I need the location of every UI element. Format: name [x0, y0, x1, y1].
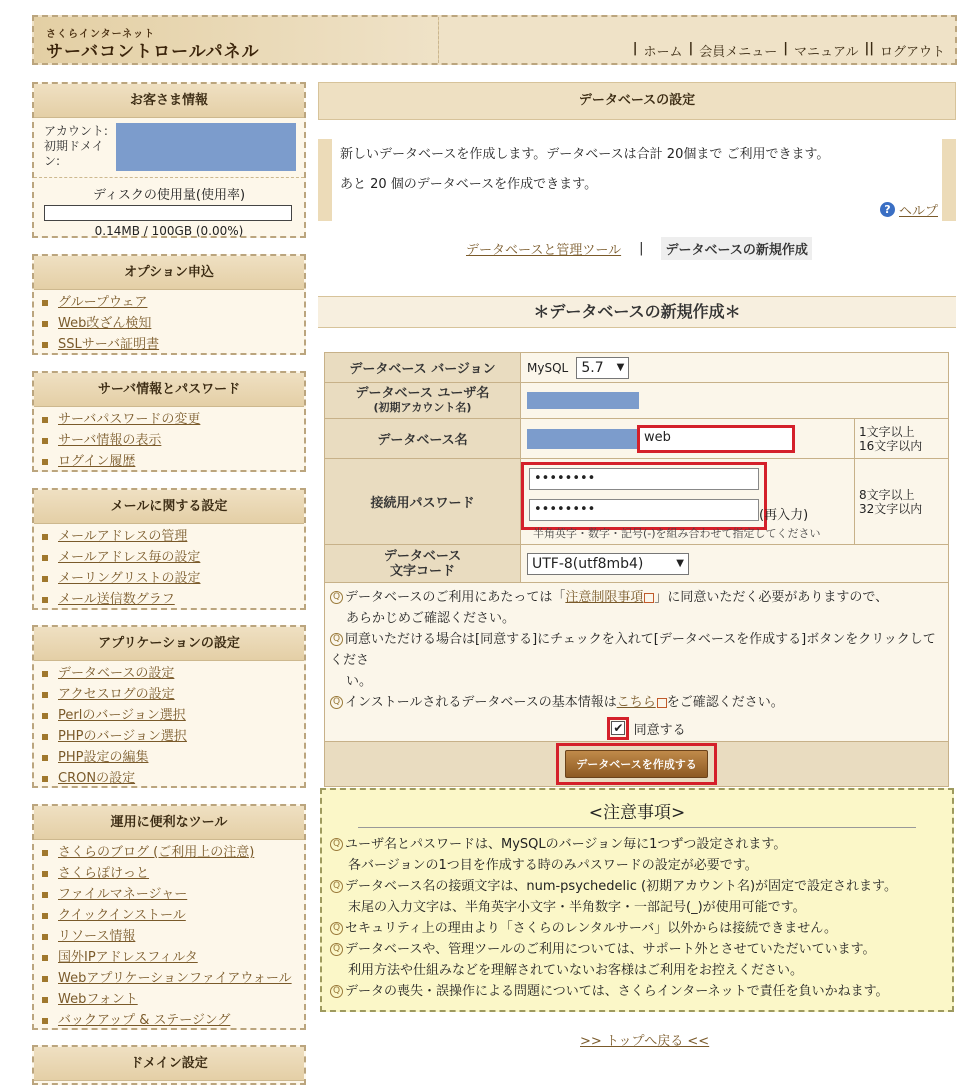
agreement-line-2b: い。: [346, 674, 373, 689]
sidebar-item[interactable]: [42, 526, 304, 547]
charset-label-2: 文字コード: [389, 563, 455, 579]
sidebar-item-link[interactable]: クイックインストール: [58, 908, 186, 923]
help-label[interactable]: ヘルプ: [898, 204, 938, 219]
question-icon: Q: [330, 838, 343, 851]
nav-home-link[interactable]: ホーム: [643, 45, 683, 60]
bullet-icon: [42, 997, 48, 1003]
sidebar-item-link[interactable]: PHPのバージョン選択: [58, 729, 187, 744]
create-database-button[interactable]: データベースを作成する: [565, 750, 707, 778]
sidebar-item[interactable]: [42, 947, 304, 968]
subnav-db-tools-link[interactable]: データベースと管理ツール: [466, 243, 622, 258]
notes-line: 末尾の入力文字は、半角英字小文字・半角数字・一部記号(_)が使用可能です。: [348, 900, 806, 915]
notes-line: [322, 981, 952, 1002]
sidebar-item[interactable]: [42, 905, 304, 926]
notes-line: 利用方法や仕組みなどを理解されていないお客様はご利用をお控えください。: [348, 963, 804, 978]
username-redacted: [527, 392, 639, 409]
password-confirm-input[interactable]: ••••••••: [529, 499, 759, 521]
sidebar-item-link[interactable]: ログイン履歴: [58, 454, 136, 469]
user-label: データベース ユーザ名: [355, 385, 490, 401]
disk-usage-text: 0.14MB / 100GB (0.00%): [94, 224, 244, 238]
password-input[interactable]: ••••••••: [529, 468, 759, 490]
charset-label-1: データベース: [383, 548, 462, 564]
sidebar-item-link[interactable]: メール送信数グラフ: [58, 592, 175, 607]
account-info: [34, 118, 304, 178]
sidebar-item-link[interactable]: Perlのバージョン選択: [58, 708, 186, 723]
notes-line: [322, 918, 952, 939]
agreement-text: 同意いただける場合は[同意する]にチェックを入れて[データベースを作成する]ボタンをクリックしてくださ: [330, 632, 936, 668]
question-icon: Q: [330, 985, 343, 998]
bullet-icon: [42, 534, 48, 540]
sidebar-item-link[interactable]: サーバ情報の表示: [58, 433, 162, 448]
sidebar-section-title: 運用に便利なツール: [34, 806, 304, 840]
bullet-icon: [42, 913, 48, 919]
bullet-icon: [42, 734, 48, 740]
agreement-text: 」に同意いただく必要がありますので、: [654, 590, 889, 605]
bullet-icon: [42, 1018, 48, 1024]
bullet-icon: [42, 459, 48, 465]
sidebar-item-link[interactable]: Webフォント: [58, 992, 138, 1007]
sidebar-section-title: メールに関する設定: [34, 490, 304, 524]
bullet-icon: [42, 321, 48, 327]
sidebar-section-server: [32, 371, 306, 472]
agreement-cell: [325, 583, 949, 742]
sidebar-item[interactable]: [42, 568, 304, 589]
bullet-icon: [42, 955, 48, 961]
sidebar-item[interactable]: [42, 589, 304, 610]
sidebar-item[interactable]: [42, 1010, 304, 1031]
user-sublabel: (初期アカウント名): [373, 400, 472, 414]
sidebar-section-options: [32, 254, 306, 355]
db-name-input[interactable]: web: [640, 428, 792, 450]
bullet-icon: [42, 671, 48, 677]
sidebar-item[interactable]: [42, 705, 304, 726]
version-cell: [521, 353, 949, 383]
sidebar-item[interactable]: [42, 863, 304, 884]
notes-text: データの喪失・誤操作による問題については、さくらインターネットで責任を負いかねます。: [345, 984, 889, 999]
restrictions-link[interactable]: 注意制限事項: [565, 590, 644, 605]
agree-label[interactable]: 同意する: [633, 723, 686, 738]
sidebar-item-link[interactable]: CRONの設定: [58, 771, 136, 786]
submit-highlight: [556, 743, 716, 785]
agreement-line-2: [326, 629, 947, 671]
notes-line: [322, 939, 952, 960]
agreement-line-3: [326, 692, 947, 713]
bullet-icon: [42, 755, 48, 761]
account-redacted: [116, 123, 296, 171]
logo-title: サーバコントロールパネル: [46, 42, 260, 62]
sidebar-section-title: ドメイン設定: [34, 1047, 304, 1081]
db-name-prefix-redacted: [527, 429, 637, 449]
password-cell: [521, 459, 855, 545]
sidebar-item[interactable]: [42, 884, 304, 905]
sidebar-item[interactable]: [42, 430, 304, 451]
bullet-icon: [42, 597, 48, 603]
subnav-new-db-active: データベースの新規作成: [661, 237, 811, 260]
bullet-icon: [42, 871, 48, 877]
sidebar-section-title: サーバ情報とパスワード: [34, 373, 304, 407]
intro-panel: [318, 139, 956, 221]
agree-row: [326, 717, 947, 740]
notes-text: データベース名の接頭文字は、num-psychedelic (初期アカウント名)が固定で設定されます。: [345, 879, 898, 894]
sidebar-item[interactable]: [42, 313, 304, 334]
external-link-icon: [644, 593, 654, 603]
charset-value: UTF-8(utf8mb4): [532, 555, 644, 572]
db-name-note-1: 1文字以上: [859, 424, 915, 439]
question-icon: Q: [330, 943, 343, 956]
bullet-icon: [42, 892, 48, 898]
agreement-text: をご確認ください。: [666, 695, 784, 710]
bullet-icon: [42, 300, 48, 306]
sidebar-item[interactable]: [42, 747, 304, 768]
sidebar-section-domain: [32, 1045, 306, 1085]
sidebar-item-link[interactable]: さくらぽけっと: [58, 866, 150, 881]
bullet-icon: [42, 417, 48, 423]
sidebar-section-application: [32, 625, 306, 788]
agreement-text: インストールされるデータベースの基本情報は: [345, 695, 617, 710]
sidebar-item[interactable]: [42, 684, 304, 705]
sidebar-section-title: アプリケーションの設定: [34, 627, 304, 661]
notes-text: セキュリティ上の理由より「さくらのレンタルサーバ」以外からは接続できません。: [345, 921, 837, 936]
logo[interactable]: [34, 17, 439, 63]
sidebar-item[interactable]: [42, 663, 304, 684]
password-note: [855, 459, 949, 545]
notes-text: データベースや、管理ツールのご利用については、サポート外とさせていただいています。: [345, 942, 876, 957]
question-icon: Q: [330, 591, 343, 604]
help-icon: ?: [880, 202, 895, 217]
sidebar-item[interactable]: [42, 842, 304, 863]
sidebar-item-link[interactable]: メーリングリストの設定: [58, 571, 201, 586]
version-value: 5.7: [581, 359, 604, 376]
version-prefix: MySQL: [527, 360, 569, 375]
bullet-icon: [42, 555, 48, 561]
nav-manual-link[interactable]: マニュアル: [794, 45, 859, 60]
sidebar-item[interactable]: [42, 768, 304, 789]
disk-usage-bar: [44, 205, 292, 221]
section-title: ＊データベースの新規作成＊: [318, 296, 956, 328]
agreement-text: データベースのご利用にあたっては「: [345, 590, 566, 605]
agreement-line-1: [326, 587, 947, 608]
sidebar-item[interactable]: [42, 547, 304, 568]
logo-small-text: さくらインターネット: [46, 29, 156, 40]
db-info-link[interactable]: こちら: [616, 695, 656, 710]
intro-text-1: 新しいデータベースを作成します。データベースは合計 20個まで ご利用できます。: [340, 147, 830, 162]
sidebar-item-link[interactable]: グループウェア: [58, 295, 148, 310]
sidebar-item[interactable]: [42, 292, 304, 313]
help-link[interactable]: [880, 200, 938, 219]
question-icon: Q: [330, 633, 343, 646]
sidebar-item[interactable]: [42, 451, 304, 472]
sidebar-item[interactable]: [42, 989, 304, 1010]
sidebar-item-link[interactable]: Web改ざん検知: [58, 316, 152, 331]
customer-info-title: お客さま情報: [34, 84, 304, 118]
page-title: データベースの設定: [318, 82, 956, 120]
account-label: アカウント: 初期ドメイン:: [44, 124, 108, 168]
bullet-icon: [42, 713, 48, 719]
sidebar-section-title: オプション申込: [34, 256, 304, 290]
nav-separator: |: [632, 41, 638, 56]
password-hint: 半角英字・数字・記号(-)を組み合わせて指定してください: [533, 527, 821, 540]
charset-select[interactable]: [527, 553, 689, 575]
notes-divider: [358, 827, 916, 828]
agreement-line-1b: あらかじめご確認ください。: [346, 611, 516, 626]
nav-separator: |: [783, 41, 788, 56]
sidebar-item-link[interactable]: バックアップ & ステージング: [58, 1013, 231, 1028]
agree-checkbox[interactable]: ✔: [613, 721, 624, 735]
user-label-cell: [325, 383, 521, 419]
sidebar-item-link[interactable]: 国外IPアドレスフィルタ: [58, 950, 198, 965]
sidebar-item[interactable]: [42, 926, 304, 947]
notes-line: [322, 834, 952, 855]
sidebar-item-link[interactable]: PHP設定の編集: [58, 750, 149, 765]
password-label: 接続用パスワード: [325, 459, 521, 545]
sidebar-item[interactable]: [42, 334, 304, 355]
db-name-cell: [521, 419, 855, 459]
intro-text-2: あと 20 個のデータベースを作成できます。: [340, 177, 598, 192]
disk-usage-label: ディスクの使用量(使用率): [92, 188, 246, 203]
notes-line: 各バージョンの1つ目を作成する時のみパスワードの設定が必要です。: [348, 858, 758, 873]
subnav-separator: |: [639, 241, 644, 256]
charset-label-cell: [325, 545, 521, 583]
sidebar-item-link[interactable]: アクセスログの設定: [58, 687, 175, 702]
external-link-icon: [657, 698, 667, 708]
bullet-icon: [42, 850, 48, 856]
password-note-2: 32文字以内: [859, 501, 923, 516]
sidebar-item[interactable]: [42, 968, 304, 989]
nav-separator: |: [688, 41, 694, 56]
sidebar-item-link[interactable]: メールアドレス毎の設定: [58, 550, 201, 565]
sidebar-item-link[interactable]: メールアドレスの管理: [58, 529, 188, 544]
db-name-note: [855, 419, 949, 459]
db-name-label: データベース名: [325, 419, 521, 459]
user-cell: [521, 383, 949, 419]
sidebar-section-mail: [32, 488, 306, 610]
question-icon: Q: [330, 696, 343, 709]
sidebar-item-link[interactable]: Webアプリケーションファイアウォール: [58, 971, 292, 986]
sidebar-item-link[interactable]: ファイルマネージャー: [58, 887, 188, 902]
nav-logout-link[interactable]: ログアウト: [879, 45, 945, 60]
bullet-icon: [42, 692, 48, 698]
notes-panel: [320, 788, 954, 1012]
sidebar-item[interactable]: [42, 409, 304, 430]
bullet-icon: [42, 342, 48, 348]
sidebar-section-tools: [32, 804, 306, 1030]
reinput-label: (再入力): [759, 508, 809, 523]
chevron-down-icon: ▼: [616, 362, 625, 373]
sidebar-item-link[interactable]: SSLサーバ証明書: [58, 337, 160, 352]
sidebar-item-link[interactable]: サーバパスワードの変更: [58, 412, 201, 427]
back-to-top-link[interactable]: >> トップへ戻る <<: [580, 1034, 710, 1049]
nav-member-menu-link[interactable]: 会員メニュー: [699, 45, 778, 60]
nav-separator: ||: [864, 41, 874, 56]
customer-info-panel: [32, 82, 306, 238]
question-icon: Q: [330, 922, 343, 935]
create-db-form: [324, 352, 949, 787]
bullet-icon: [42, 776, 48, 782]
db-name-highlight: [637, 425, 795, 453]
version-select[interactable]: [576, 357, 629, 379]
bullet-icon: [42, 576, 48, 582]
top-nav: [633, 41, 945, 60]
agree-highlight: [607, 717, 629, 740]
password-note-1: 8文字以上: [859, 487, 915, 502]
bullet-icon: [42, 934, 48, 940]
notes-title: <注意事項>: [588, 803, 686, 823]
version-label: データベース バージョン: [325, 353, 521, 383]
db-name-note-2: 16文字以内: [859, 438, 923, 453]
bullet-icon: [42, 976, 48, 982]
notes-text: ユーザ名とパスワードは、MySQLのバージョン毎に1つずつ設定されます。: [345, 837, 787, 852]
submit-cell: [325, 742, 949, 787]
sub-nav: [466, 237, 812, 260]
question-icon: Q: [330, 880, 343, 893]
charset-cell: [521, 545, 949, 583]
sidebar-item[interactable]: [42, 726, 304, 747]
header: [32, 15, 957, 65]
notes-line: [322, 876, 952, 897]
chevron-down-icon: ▼: [676, 558, 684, 569]
sidebar-item-link[interactable]: データベースの設定: [58, 666, 175, 681]
sidebar-item-link[interactable]: リソース情報: [58, 929, 136, 944]
sidebar-item-link[interactable]: さくらのブログ (ご利用上の注意): [58, 845, 255, 860]
bullet-icon: [42, 438, 48, 444]
